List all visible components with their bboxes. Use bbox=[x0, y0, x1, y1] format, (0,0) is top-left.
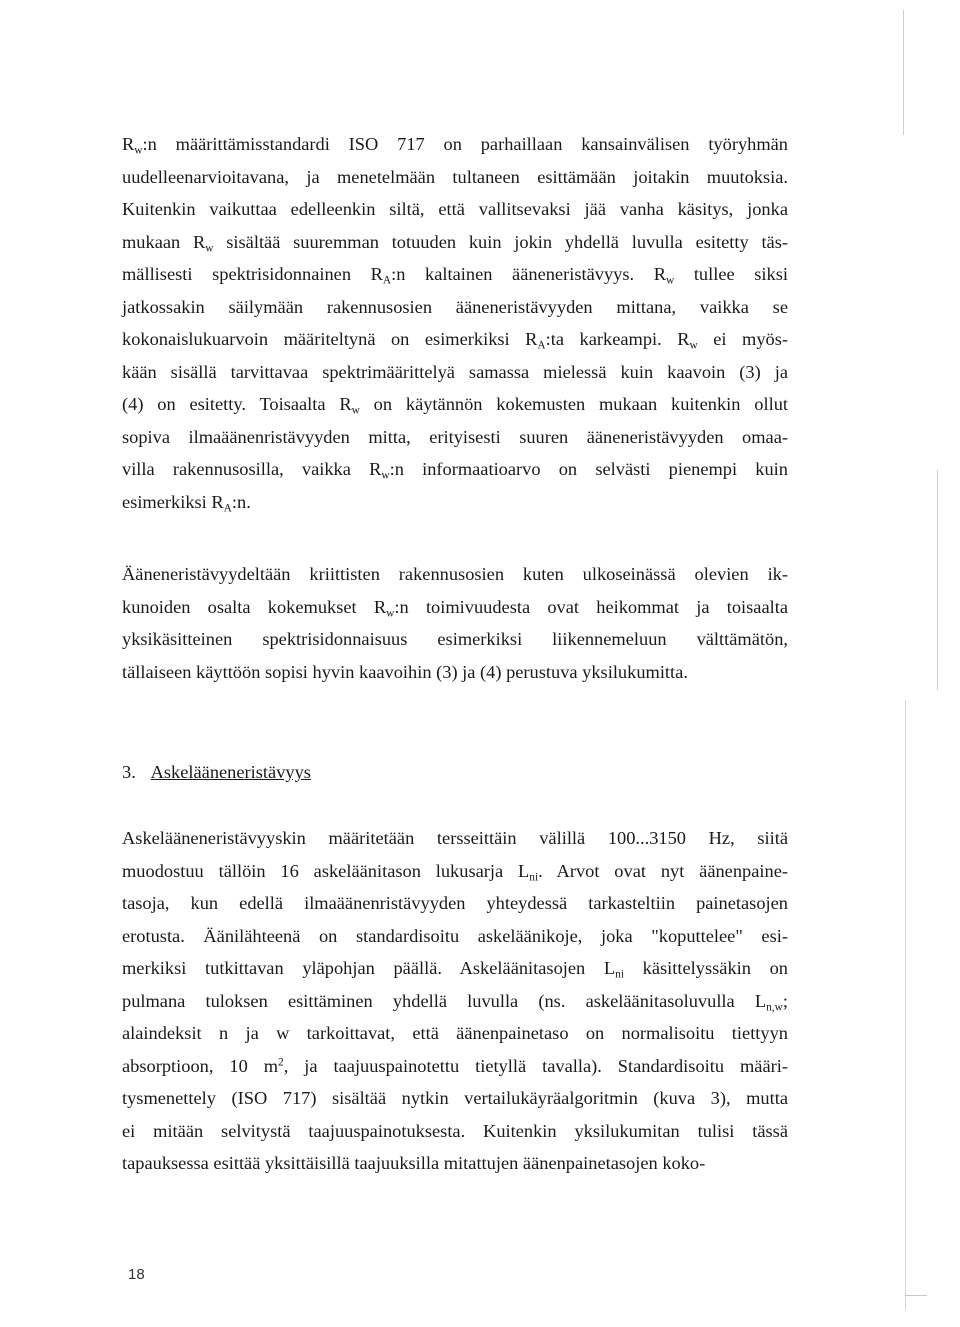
subscript: n,w bbox=[766, 1000, 783, 1013]
text-segment: kokonaislukuarvoin määriteltynä on esimerkiksi R bbox=[122, 329, 538, 349]
text-segment: on käytännön kokemusten mukaan kuitenkin ollut bbox=[359, 394, 788, 414]
text-line bbox=[122, 323, 788, 356]
text-segment: käsittelyssäkin on bbox=[624, 958, 788, 978]
text-line bbox=[122, 193, 788, 226]
text-segment: :n toimivuudesta ovat heikommat ja toisaalta bbox=[394, 596, 788, 617]
text-segment: ei mitään selvitystä taajuuspainotuksesta. Kuitenkin yksilukumitan tulisi tässä bbox=[122, 1120, 788, 1141]
text-line bbox=[122, 558, 788, 591]
text-line bbox=[122, 226, 788, 259]
section-number: 3. bbox=[122, 762, 136, 782]
subscript: ni bbox=[529, 870, 539, 883]
subscript: w bbox=[205, 241, 214, 254]
text-segment: absorptioon, 10 m bbox=[122, 1055, 279, 1076]
text-line bbox=[122, 920, 788, 953]
text-line bbox=[122, 887, 788, 920]
text-segment: :n kaltainen ääneneristävyys. R bbox=[391, 264, 666, 284]
text-segment: :n määrittämisstandardi ISO 717 on parhaillaan kansainvälisen työryhmän bbox=[142, 134, 788, 154]
text-line bbox=[122, 1115, 788, 1148]
text-line bbox=[122, 591, 788, 624]
paragraph-rw-standard bbox=[122, 128, 788, 518]
section-heading bbox=[122, 756, 788, 789]
text-segment: merkiksi tutkittavan yläpohjan päällä. Askeläänitasojen L bbox=[122, 958, 616, 978]
text-line bbox=[122, 291, 788, 324]
superscript: 2 bbox=[278, 1056, 284, 1069]
scan-edge-tick bbox=[905, 1295, 927, 1296]
text-segment: mukaan R bbox=[122, 231, 206, 252]
section-title: Askelääneneristävyys bbox=[150, 762, 311, 782]
text-segment: kään sisällä tarvittavaa spektrimäärittelyä samassa mielessä kuin kaavoin (3) ja bbox=[122, 361, 788, 382]
text-line bbox=[122, 822, 788, 855]
text-line bbox=[122, 128, 788, 161]
text-segment: kunoiden osalta kokemukset R bbox=[122, 596, 387, 617]
text-segment: (4) on esitetty. Toisaalta R bbox=[122, 394, 352, 414]
text-segment: , ja taajuuspainotettu tietyllä tavalla). Standardisoitu määri- bbox=[283, 1055, 788, 1076]
text-line bbox=[122, 1147, 788, 1180]
text-line bbox=[122, 258, 788, 291]
text-segment: :n informaatioarvo on selvästi pienempi kuin bbox=[389, 459, 788, 479]
text-line bbox=[122, 952, 788, 985]
text-line bbox=[122, 985, 788, 1018]
text-line bbox=[122, 453, 788, 486]
text-segment: :n. bbox=[231, 491, 251, 512]
text-segment: sopiva ilmaäänenristävyyden mitta, erityisesti suuren ääneneristävyyden omaa- bbox=[122, 426, 788, 447]
subscript: ni bbox=[615, 968, 625, 981]
subscript: w bbox=[689, 339, 698, 352]
scan-edge-line bbox=[903, 10, 904, 135]
paragraph-critical-components bbox=[122, 558, 788, 688]
text-line bbox=[122, 623, 788, 656]
subscript: w bbox=[386, 606, 395, 619]
scan-edge-line bbox=[905, 700, 906, 1310]
text-segment: yksikäsitteinen spektrisidonnaisuus esimerkiksi liikennemeluun välttämätön, bbox=[122, 629, 788, 649]
text-segment: sisältää suuremman totuuden kuin jokin yhdellä luvulla esitetty täs- bbox=[213, 231, 788, 252]
text-segment: Askelääneneristävyyskin määritetään tersseittäin välillä 100...3150 Hz, siitä bbox=[122, 828, 788, 848]
text-segment: R bbox=[122, 134, 135, 154]
page-number: 18 bbox=[128, 1266, 145, 1283]
text-segment: Kuitenkin vaikuttaa edelleenkin siltä, että vallitsevaksi jää vanha käsitys, jonka bbox=[122, 199, 788, 219]
subscript: w bbox=[351, 404, 360, 417]
text-segment: tapauksessa esittää yksittäisillä taajuuksilla mitattujen äänenpainetasojen koko- bbox=[122, 1153, 706, 1173]
text-segment: :ta karkeampi. R bbox=[545, 329, 690, 349]
subscript: A bbox=[223, 501, 232, 514]
text-segment: Ääneneristävyydeltään kriittisten rakennusosien kuten ulkoseinässä olevien ik- bbox=[122, 564, 788, 584]
subscript: w bbox=[665, 274, 675, 287]
text-segment: muodostuu tällöin 16 askeläänitason lukusarja L bbox=[122, 860, 530, 881]
text-line bbox=[122, 421, 788, 454]
text-segment: ei myös- bbox=[697, 329, 788, 349]
text-segment: tällaiseen käyttöön sopisi hyvin kaavoihin (3) ja (4) perustuva yksilukumitta. bbox=[122, 661, 688, 682]
text-segment: . Arvot ovat nyt äänenpaine- bbox=[538, 860, 788, 881]
scan-edge-line bbox=[937, 470, 938, 690]
text-segment: erotusta. Äänilähteenä on standardisoitu askeläänikoje, joka "koputtelee" esi- bbox=[122, 925, 788, 946]
text-line bbox=[122, 1050, 788, 1083]
text-segment: villa rakennusosilla, vaikka R bbox=[122, 459, 382, 479]
subscript: w bbox=[134, 144, 143, 157]
text-line bbox=[122, 161, 788, 194]
subscript: A bbox=[382, 274, 392, 287]
text-line bbox=[122, 388, 788, 421]
text-segment: esimerkiksi R bbox=[122, 491, 224, 512]
subscript: w bbox=[381, 469, 390, 482]
text-segment: pulmana tuloksen esittäminen yhdellä luvulla (ns. askeläänitasoluvulla L bbox=[122, 990, 767, 1011]
text-segment: tysmenettely (ISO 717) sisältää nytkin vertailukäyräalgoritmin (kuva 3), mutta bbox=[122, 1088, 788, 1108]
subscript: A bbox=[537, 339, 546, 352]
text-segment: mällisesti spektrisidonnainen R bbox=[122, 264, 383, 284]
text-line bbox=[122, 1017, 788, 1050]
text-line bbox=[122, 855, 788, 888]
text-line bbox=[122, 656, 788, 689]
paragraph-impact-sound bbox=[122, 822, 788, 1180]
text-line bbox=[122, 356, 788, 389]
text-segment: tullee siksi bbox=[674, 264, 789, 284]
text-segment: alaindeksit n ja w tarkoittavat, että äänenpainetaso on normalisoitu tiettyyn bbox=[122, 1023, 788, 1043]
text-line bbox=[122, 1082, 788, 1115]
text-segment: uudelleenarvioitavana, ja menetelmään tultaneen esittämään joitakin muutoksia. bbox=[122, 166, 788, 187]
text-segment: tasoja, kun edellä ilmaäänenristävyyden yhteydessä tarkasteltiin painetasojen bbox=[122, 893, 788, 913]
text-segment: ; bbox=[782, 990, 788, 1011]
text-segment: jatkossakin säilymään rakennusosien ääneneristävyyden mittana, vaikka se bbox=[122, 296, 788, 317]
text-line bbox=[122, 486, 788, 519]
